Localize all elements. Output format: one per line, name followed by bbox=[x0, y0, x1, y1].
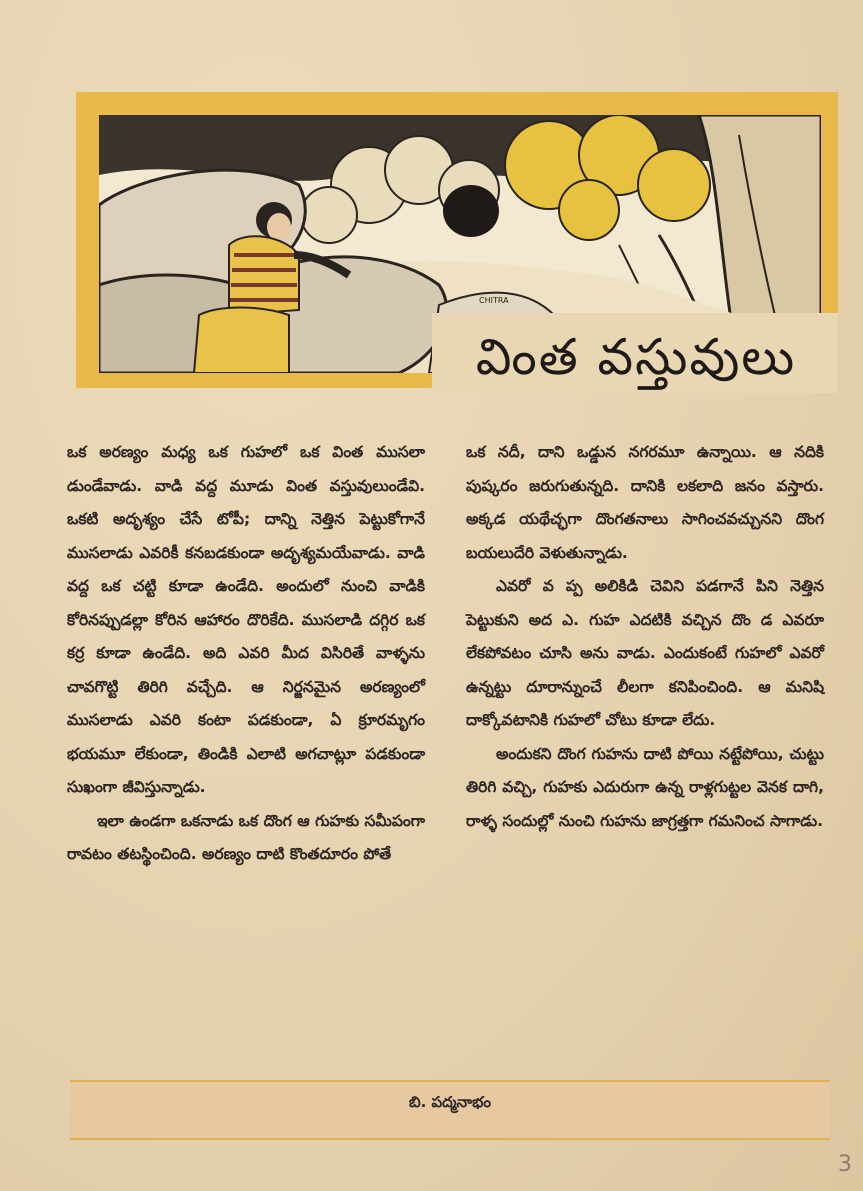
author-byline: బి. పద్మనాభం bbox=[409, 1093, 491, 1111]
paragraph: ఎవరో వ ప్ప అలికిడి చెవిని పడగానే పిని నెత్తిన పెట్టుకుని అద ఎ. గుహ ఎదటికి వచ్చిన దొం డ ఎవరూ లేకపోవటం చూసి అను వాడు. ఎందుకంటే గుహలో ఎవరో ఉన్నట్టు దూరాన్నుంచే లీలగా కనిపించింది. ఆ మనిషి దాక్కోవటానికి గుహలో చోటు కూడా లేదు. bbox=[466, 577, 824, 729]
paragraph: ఇలా ఉండగా ఒకనాడు ఒక దొంగ ఆ గుహకు సమీపంగా రావటం తటస్థించింది. అరణ్యం దాటి కొంతదూరం పోతే bbox=[67, 811, 425, 863]
text-column-left bbox=[67, 436, 425, 872]
page-number: 3 bbox=[838, 1152, 852, 1177]
divider-bottom bbox=[70, 1138, 830, 1140]
artist-signature: CHITRA bbox=[479, 296, 509, 305]
page-title: వింత వస్తువులు bbox=[475, 328, 797, 386]
paragraph: ఒక అరణ్యం మధ్య ఒక గుహలో ఒక వింత ముసలా డుండేవాడు. వాడి వద్ద మూడు వింత వస్తువులుండేవి. ఒకటి అదృశ్యం చేసే టోపీ; దాన్ని నెత్తిన పెట్టుకోగానే ముసలాడు ఎవరికీ కనబడకుండా అదృశ్యమయేవాడు. వాడి వద్ద ఒక చట్టి కూడా ఉండేది. అందులో నుంచి వాడికి కోరినప్పుడల్లా కోరిన ఆహారం దొరికేది. ముసలాడి దగ్గిర ఒక కర్ర కూడా ఉండేది. అది ఎవరి మీద విసిరితే వాళ్ళను చావగొట్టి తిరిగి వచ్చేది. ఆ నిర్జనమైన అరణ్యంలో ముసలాడు ఎవరి కంటా పడకుండా, ఏ క్రూరమృగం భయమూ లేకుండా, తిండికి ఎలాటి అగచాట్లూ పడకుండా సుఖంగా జీవిస్తున్నాడు. bbox=[67, 443, 425, 796]
divider-top bbox=[70, 1080, 830, 1082]
paragraph: ఒక నదీ, దాని ఒడ్డున నగరమూ ఉన్నాయి. ఆ నదికి పుష్కరం జరుగుతున్నది. దానికి లకలాది జనం వస్తారు. అక్కడ యథేచ్ఛగా దొంగతనాలు సాగించవచ్చునని దొంగ బయలుదేరి వెళుతున్నాడు. bbox=[466, 443, 824, 562]
paragraph: అందుకని దొంగ గుహను దాటి పోయి నట్టేపోయి, చుట్టు తిరిగి వచ్చి, గుహకు ఎదురుగా ఉన్న రాళ్లగుట్టల వెనక దాగి, రాళ్ళ సందుల్లో నుంచి గుహను జాగ్రత్తగా గమనించ సాగాడు. bbox=[466, 744, 824, 830]
text-column-right bbox=[466, 436, 824, 838]
